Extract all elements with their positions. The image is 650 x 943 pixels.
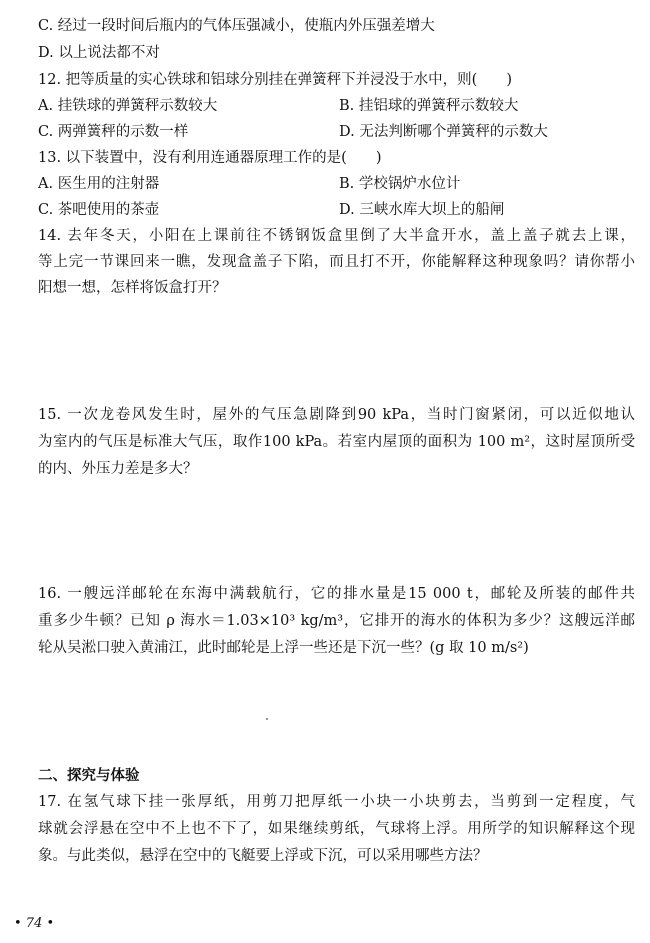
q11-option-c: C. 经过一段时间后瓶内的气体压强减小，使瓶内外压强差增大 (38, 18, 435, 34)
q17-line-2: 球就会浮悬在空中不上也不下了，如果继续剪纸，气球将上浮。用所学的知识解释这个现 (38, 821, 635, 837)
q14-line-2: 等上完一节课回来一瞧，发现盒盖子下陷，而且打不开，你能解释这种现象吗？请你帮小 (38, 254, 635, 270)
q16-line-2: 重多少牛顿？已知 ρ 海水＝1.03×10³ kg/m³，它排开的海水的体积为多少？这艘远洋邮 (38, 613, 635, 629)
q13-option-a: A. 医生用的注射器 (38, 176, 160, 192)
q14-line-3: 阳想一想，怎样将饭盒打开？ (38, 280, 227, 296)
q16-line-1: 16. 一艘远洋邮轮在东海中满载航行，它的排水量是15 000 t，邮轮及所装的邮件共 (38, 586, 635, 602)
scan-speck (266, 718, 268, 720)
q12-option-d: D. 无法判断哪个弹簧秤的示数大 (339, 124, 548, 140)
q17-line-3: 象。与此类似，悬浮在空中的飞艇要上浮或下沉，可以采用哪些方法？ (38, 848, 488, 864)
q16-line-3: 轮从吴淞口驶入黄浦江，此时邮轮是上浮一些还是下沉一些？(g 取 10 m/s²) (38, 640, 529, 656)
q15-line-3: 的内、外压力差是多大？ (38, 461, 198, 477)
q12-option-a: A. 挂铁球的弹簧秤示数较大 (38, 98, 218, 114)
q11-option-d: D. 以上说法都不对 (38, 45, 160, 61)
q14-line-1: 14. 去年冬天，小阳在上课前往不锈钢饭盒里倒了大半盒开水，盖上盖子就去上课， (38, 228, 635, 244)
section-heading: 二、探究与体验 (38, 768, 140, 784)
q12-option-c: C. 两弹簧秤的示数一样 (38, 124, 189, 140)
q15-line-1: 15. 一次龙卷风发生时，屋外的气压急剧降到90 kPa，当时门窗紧闭，可以近似地认 (38, 407, 635, 423)
page-number: • 74 • (14, 916, 55, 931)
q13-option-c: C. 茶吧使用的茶壶 (38, 202, 160, 218)
q12-option-b: B. 挂铝球的弹簧秤示数较大 (339, 98, 519, 114)
q17-line-1: 17. 在氢气球下挂一张厚纸，用剪刀把厚纸一小块一小块剪去，当剪到一定程度，气 (38, 794, 635, 810)
q13-option-b: B. 学校锅炉水位计 (339, 176, 461, 192)
q12-stem: 12. 把等质量的实心铁球和铝球分别挂在弹簧秤下并浸没于水中，则( ) (38, 72, 512, 88)
q13-option-d: D. 三峡水库大坝上的船闸 (339, 202, 505, 218)
q13-stem: 13. 以下装置中，没有利用连通器原理工作的是( ) (38, 150, 382, 166)
q15-line-2: 为室内的气压是标准大气压，取作100 kPa。若室内屋顶的面积为 100 m²，这时屋顶所受 (38, 434, 635, 450)
